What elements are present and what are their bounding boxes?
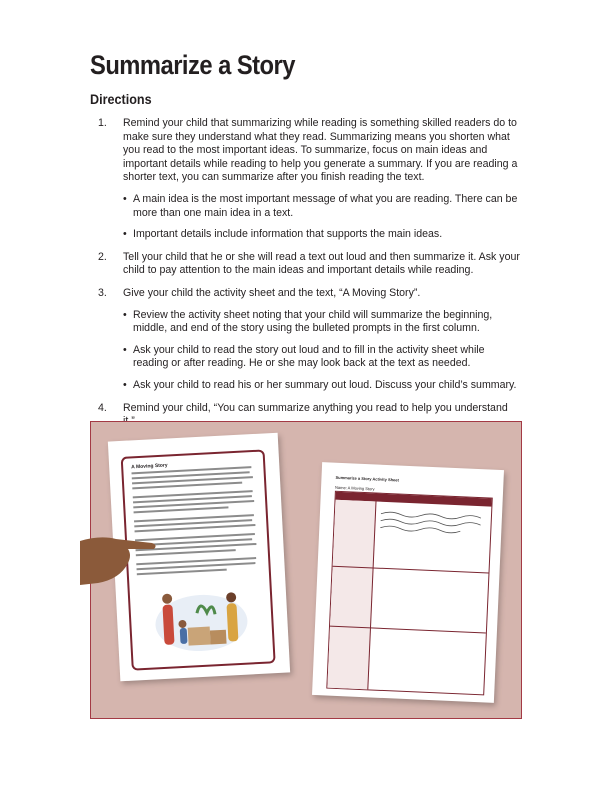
handwriting: [378, 508, 487, 543]
section-heading: Directions: [90, 91, 152, 107]
bullet: • Ask your child to read his or her summary out loud. Discuss your child’s summary.: [123, 378, 517, 391]
step-1: 1. Remind your child that summarizing while reading is something skilled readers do to make sure they understand what they read. Summarizing means you shorten what you read to the most important ideas. To summarize, focus on main ideas and important details while reading to help you generate a summary. If you are reading a shorter text, you can summarize after you finish reading the text. • A main idea is the most important message of what you are reading. There can be more than one main idea in a text. • Important details include information that supports the main ideas.: [90, 117, 522, 242]
sheet-title: Summarize a Story Activity Sheet: [335, 474, 400, 483]
bullet: • Important details include information that supports the main ideas.: [123, 228, 443, 241]
summary-table: [326, 491, 492, 696]
step-4: 4. Remind your child, “You can summarize anything you read to help you understand: [98, 401, 508, 414]
story-title: A Moving Story: [131, 462, 168, 471]
step-3: 3. Give your child the activity sheet and the text, “A Moving Story”. • Review the activity sheet noting that your child will summarize the beginning, middle, and end of the story using the bulleted prompts in the first column. • Ask your child to read the story out loud and to fill in the activity sheet while reading or after reading. He or she may look back at the text as needed. • Ask your child to read his or her summary out loud. Discuss your child’s summary.: [90, 287, 522, 393]
directions-list: [90, 117, 522, 438]
pointing-hand: [80, 513, 160, 593]
activity-sheet: [312, 462, 504, 703]
family-illustration: [151, 581, 251, 656]
page-title: Summarize a Story: [90, 50, 295, 80]
bullet: • Review the activity sheet noting that your child will summarize the beginning, middle, and end of the story using the bulleted prompts in the first column.: [123, 308, 493, 335]
sheet-name: Name: A Moving Story: [334, 484, 375, 492]
bullet: • A main idea is the most important message of what you are reading. There can be more than one main idea in a text.: [123, 192, 518, 219]
step-2: 2. Tell your child that he or she will read a text out loud and then summarize it. Ask your child to pay attention to the main ideas and important details while reading.: [98, 250, 520, 277]
bullet: • Ask your child to read the story out loud and to fill in the activity sheet while reading or after reading. He or she may look back at the text as needed.: [123, 343, 485, 370]
